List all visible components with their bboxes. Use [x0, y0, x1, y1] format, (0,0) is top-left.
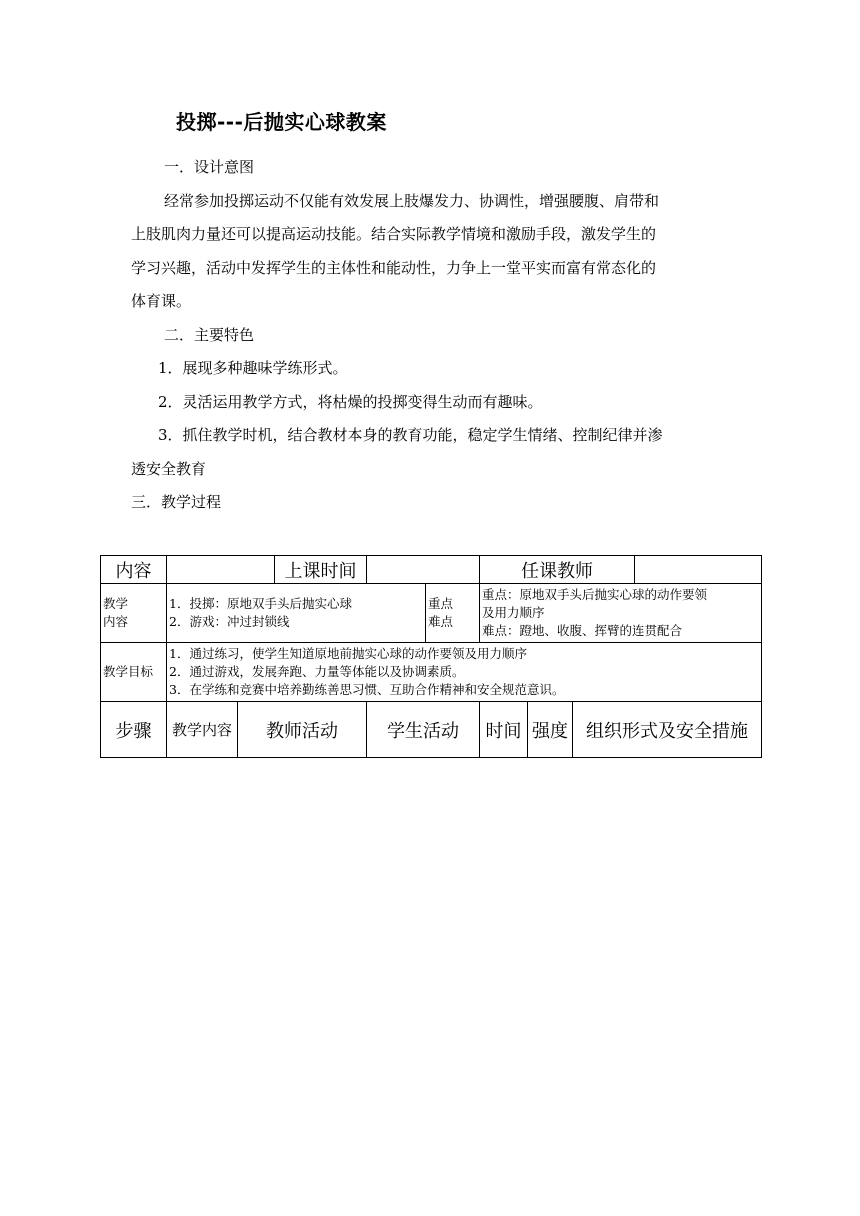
section-heading-process: 三．教学过程: [131, 493, 222, 511]
document-body: [131, 151, 731, 520]
goal-line: 1．通过练习，使学生知道原地前抛实心球的动作要领及用力顺序: [169, 646, 527, 661]
teacher-value-cell: [635, 556, 762, 584]
key-line: 重点：原地双手头后抛实心球的动作要领: [482, 587, 708, 602]
goal-line: 3．在学练和竞赛中培养勤练善思习惯、互助合作精神和安全规范意识。: [169, 682, 565, 697]
teaching-content-label-cell: [101, 584, 167, 643]
feature-item: 1．展现多种趣味学练形式。: [158, 359, 348, 377]
feature-item: 2．灵活运用教学方式，将枯燥的投掷变得生动而有趣味。: [158, 392, 543, 411]
table-row-header-info: [101, 556, 762, 584]
lesson-plan-table: [100, 555, 762, 758]
key-difficulty-label-cell: [426, 584, 480, 643]
feature-item-continuation: 透安全教育: [131, 459, 207, 478]
content-label-cell: 内容: [101, 556, 167, 584]
header-intensity-cell: 强度: [528, 702, 573, 758]
header-time-cell: 时间: [480, 702, 528, 758]
class-time-label-cell: 上课时间: [275, 556, 367, 584]
label-line: 难点: [428, 614, 454, 629]
key-line: 及用力顺序: [482, 605, 545, 620]
key-line: 难点：蹬地、收腹、挥臂的连贯配合: [482, 623, 683, 638]
teacher-label-cell: 任课教师: [480, 556, 635, 584]
content-value-cell: [167, 556, 275, 584]
label-line: 教学: [103, 596, 129, 611]
content-line: 1．投掷：原地双手头后抛实心球: [169, 596, 352, 611]
goal-line: 2．通过游戏，发展奔跑、力量等体能以及协调素质。: [169, 664, 465, 679]
header-student-activity-cell: 学生活动: [367, 702, 480, 758]
header-organization-cell: 组织形式及安全措施: [573, 702, 762, 758]
header-step-cell: 步骤: [101, 702, 167, 758]
class-time-value-cell: [367, 556, 480, 584]
teaching-goals-label-cell: 教学目标: [101, 643, 167, 702]
paragraph-line: 上肢肌肉力量还可以提高运动技能。结合实际教学情境和激励手段，激发学生的: [131, 225, 657, 243]
content-line: 2．游戏：冲过封锁线: [169, 614, 290, 629]
section-heading-features: 二．主要特色: [164, 325, 255, 344]
label-line: 重点: [428, 596, 454, 611]
paragraph-line: 体育课。: [131, 292, 192, 310]
feature-item: 3．抓住教学时机，结合教材本身的教育功能，稳定学生情绪、控制纪律并渗: [158, 426, 663, 444]
table-row-teaching-goals: [101, 643, 762, 702]
label-line: 内容: [103, 614, 129, 629]
header-teacher-activity-cell: 教师活动: [238, 702, 367, 758]
section-heading-design-intent: 一．设计意图: [164, 158, 255, 176]
key-difficulty-cell: [480, 584, 762, 643]
document-title: 投掷---后抛实心球教案: [176, 110, 387, 134]
header-teaching-content-cell: 教学内容: [167, 702, 238, 758]
table-row-column-headers: [101, 702, 762, 758]
paragraph-line: 经常参加投掷运动不仅能有效发展上肢爆发力、协调性，增强腰腹、肩带和: [164, 191, 660, 210]
table-row-teaching-content: [101, 584, 762, 643]
teaching-content-cell: [167, 584, 426, 643]
teaching-goals-cell: [167, 643, 762, 702]
paragraph-line: 学习兴趣，活动中发挥学生的主体性和能动性，力争上一堂平实而富有常态化的: [131, 258, 657, 277]
